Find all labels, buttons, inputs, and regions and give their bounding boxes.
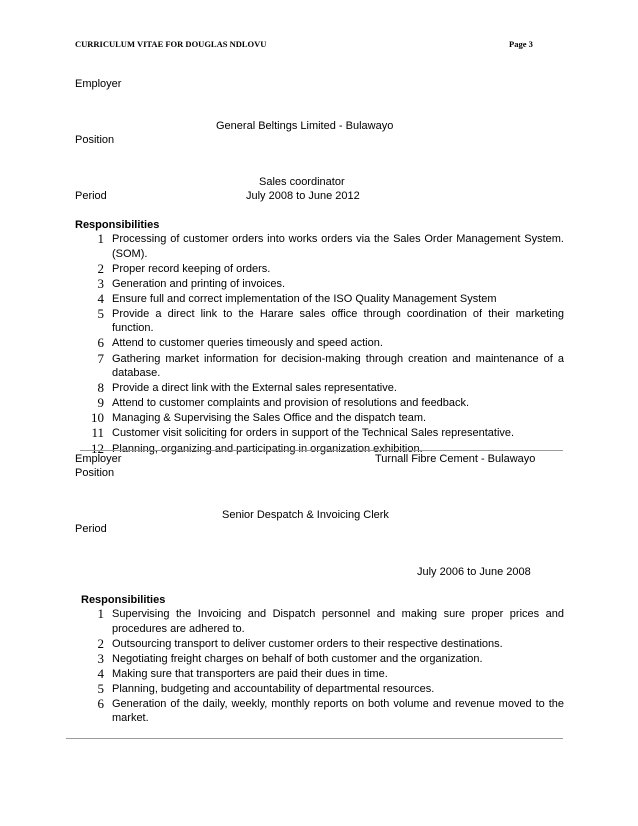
responsibility-item [80, 411, 564, 426]
item-number: 1 [97, 606, 104, 621]
item-number: 4 [97, 665, 104, 681]
responsibility-item [80, 352, 564, 381]
item-number: 2 [97, 260, 104, 276]
item-number: 7 [97, 350, 104, 366]
position-title: Senior Despatch & Invoicing Clerk [222, 509, 389, 521]
item-number: 6 [97, 695, 104, 711]
responsibilities-heading: Responsibilities [81, 594, 166, 606]
item-number: 6 [97, 335, 104, 351]
item-number: 12 [91, 440, 104, 456]
item-number: 3 [97, 650, 104, 666]
period-label: Period [75, 190, 107, 202]
period-value: July 2008 to June 2012 [246, 190, 360, 202]
item-number: 4 [97, 290, 104, 306]
item-text: Managing & Supervising the Sales Office and the dispatch team. [112, 412, 427, 425]
item-number: 9 [97, 395, 104, 411]
item-number: 3 [97, 275, 104, 291]
period-value: July 2006 to June 2008 [417, 566, 531, 578]
responsibility-item [80, 607, 564, 636]
item-text: Outsourcing transport to deliver customer orders to their respective destinations. [112, 637, 503, 650]
item-text: Gathering market information for decision-making through creation and maintenance of a database. [112, 352, 564, 380]
section-divider [80, 450, 563, 451]
position-title: Sales coordinator [259, 176, 345, 188]
item-number: 11 [91, 425, 104, 441]
responsibility-item [80, 381, 564, 396]
item-number: 1 [97, 231, 104, 246]
responsibilities-list [80, 607, 564, 727]
header-page-number: Page 3 [509, 39, 533, 49]
item-text: Attend to customer complaints and provision of resolutions and feedback. [112, 397, 470, 410]
item-number: 8 [97, 380, 104, 396]
item-number: 5 [97, 305, 104, 321]
item-text: Proper record keeping of orders. [112, 262, 271, 275]
item-text: Attend to customer queries timeously and speed action. [112, 337, 383, 350]
item-number: 2 [97, 635, 104, 651]
responsibility-item [80, 667, 564, 682]
period-label: Period [75, 523, 107, 535]
responsibility-item [80, 277, 564, 292]
item-text: Generation and printing of invoices. [112, 277, 286, 290]
item-number: 5 [97, 680, 104, 696]
responsibility-item [80, 697, 564, 726]
responsibility-item [80, 637, 564, 652]
item-text: Provide a direct link to the Harare sales office through coordination of their marketing function. [112, 307, 564, 335]
item-text: Planning, organizing and participating in organization exhibition. [112, 442, 423, 455]
item-text: Supervising the Invoicing and Dispatch personnel and making sure proper prices and procedures are adhered to. [112, 608, 564, 635]
item-text: Planning, budgeting and accountability of departmental resources. [112, 682, 435, 695]
employer-label: Employer [75, 78, 122, 90]
responsibility-item [80, 232, 564, 261]
item-text: Generation of the daily, weekly, monthly reports on both volume and revenue moved to the market. [112, 697, 564, 725]
responsibility-item [80, 307, 564, 336]
responsibility-item [80, 682, 564, 697]
responsibility-item [80, 292, 564, 307]
responsibility-item [80, 652, 564, 667]
responsibilities-list [80, 232, 564, 457]
responsibility-item [80, 262, 564, 277]
responsibility-item [80, 426, 564, 441]
employer-label: Employer [75, 453, 122, 465]
item-text: Making sure that transporters are paid their dues in time. [112, 667, 388, 680]
employer-name: General Beltings Limited - Bulawayo [216, 120, 394, 132]
item-number: 10 [91, 410, 104, 426]
item-text: Customer visit soliciting for orders in support of the Technical Sales representative. [112, 427, 515, 440]
responsibility-item [80, 396, 564, 411]
item-text: Processing of customer orders into works orders via the Sales Order Management System. (SOM). [112, 233, 564, 260]
section-divider [66, 738, 563, 739]
position-label: Position [75, 467, 115, 479]
item-text: Ensure full and correct implementation of the ISO Quality Management System [112, 292, 497, 305]
item-text: Provide a direct link with the External sales representative. [112, 382, 397, 395]
item-text: Negotiating freight charges on behalf of both customer and the organization. [112, 652, 483, 665]
employer-name: Turnall Fibre Cement - Bulawayo [375, 453, 536, 465]
responsibilities-heading: Responsibilities [75, 219, 160, 231]
header-title: CURRICULUM VITAE FOR DOUGLAS NDLOVU [75, 39, 267, 49]
responsibility-item [80, 336, 564, 351]
position-label: Position [75, 134, 115, 146]
